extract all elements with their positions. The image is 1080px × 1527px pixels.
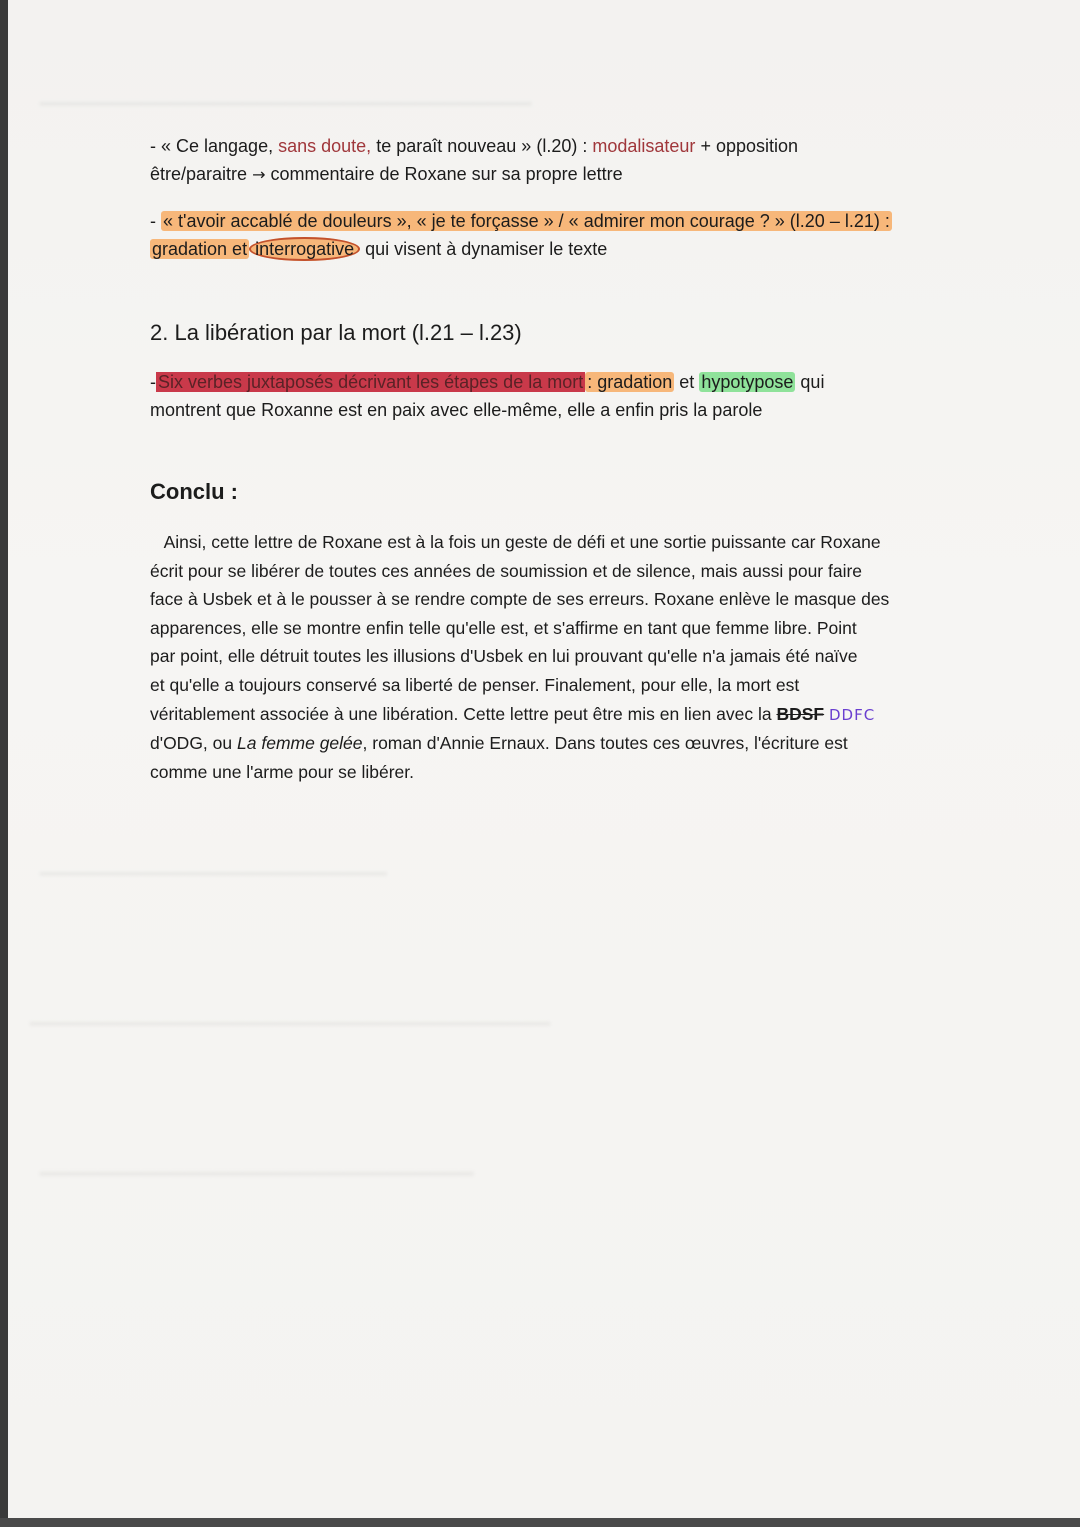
page-left-edge xyxy=(0,0,8,1527)
conclusion-line: d'ODG, ou La femme gelée, roman d'Annie Ernaux. Dans toutes ces œuvres, l'écriture est xyxy=(150,733,848,754)
struck-text: BDSF xyxy=(776,703,825,724)
red-highlight: Six verbes juxtaposés décrivant les étapes de la mort xyxy=(158,372,584,392)
gradation-highlight: gradation et xyxy=(152,239,248,259)
conclusion-title: Conclu : xyxy=(150,479,238,504)
section2-line1: - Six verbes juxtaposés décrivant les étapes de la mort : gradation et hypotypose qui xyxy=(150,372,825,392)
conclusion-paragraph xyxy=(150,528,955,786)
interrogative-circled: interrogative xyxy=(249,237,360,261)
show-through-ghost: ━━━━━━━━━━━━━━━━━━━━━━━━━━━━━━━━━━━━ xyxy=(30,1011,551,1038)
section1-line1: - « Ce langage, sans doute, te paraît nouveau » (l.20) : modalisateur + opposition xyxy=(150,136,799,156)
conclusion-line: face à Usbek et à le pousser à se rendre compte de ses erreurs. Roxane enlève le masque des xyxy=(150,589,890,610)
conclusion-line: comme une l'arme pour se libérer. xyxy=(150,761,415,782)
quote-highlight: « t'avoir accablé de douleurs », « je te forçasse » / « admirer mon courage ? » (l.20 – l.21) : xyxy=(163,211,890,231)
conclusion-line: par point, elle détruit toutes les illusions d'Usbek en lui prouvant qu'elle n'a jamais été naïve xyxy=(150,646,858,667)
show-through-ghost: ━━━━━━━━━━━━━━━━━━━━━━━━ xyxy=(40,861,387,888)
arrow-right-icon: → xyxy=(252,165,266,184)
modalisateur-term: modalisateur xyxy=(592,136,696,156)
show-through-ghost: ━━━━━━━━━━━━━━━━━━━━━━━━━━━━━━━━━━ xyxy=(40,91,532,118)
conclusion-line: et qu'elle a toujours conservé sa liberté de penser. Finalement, pour elle, la mort est xyxy=(150,674,800,695)
section1-line4: gradation et interrogative qui visent à dynamiser le texte xyxy=(152,239,608,259)
conclusion-line: véritablement associée à une libération. Cette lettre peut être mis en lien avec la BDSF DDFC xyxy=(150,703,876,724)
conclusion-line: Ainsi, cette lettre de Roxane est à la fois un geste de défi et une sortie puissante car Roxane xyxy=(150,532,881,552)
show-through-ghost: ━━━━━━━━━━━━━━━━━━━━━━━━━━━━━━ xyxy=(40,1161,474,1188)
section1-block xyxy=(150,132,960,189)
conclusion-line: apparences, elle se montre enfin telle qu'elle est, et s'affirme en tant que femme libre. Point xyxy=(150,617,857,638)
section2-heading: 2. La libération par la mort (l.21 – l.23) xyxy=(150,320,522,345)
handwritten-correction: DDFC xyxy=(828,705,876,724)
hypotypose-highlight: hypotypose xyxy=(701,372,794,392)
book-title: La femme gelée xyxy=(237,733,363,754)
section1-block-quotes xyxy=(150,207,960,263)
conclusion-line: écrit pour se libérer de toutes ces années de soumission et de silence, mais aussi pour faire xyxy=(150,560,863,581)
page-bottom-edge xyxy=(0,1518,1080,1527)
section2-line2: montrent que Roxanne est en paix avec elle-même, elle a enfin pris la parole xyxy=(150,400,763,420)
section1-line3: - « t'avoir accablé de douleurs », « je te forçasse » / « admirer mon courage ? » (l.20 – l.21) : xyxy=(150,211,890,231)
gradation-highlight-2: : gradation xyxy=(587,372,673,392)
modalisateur-phrase: sans doute, xyxy=(278,136,372,156)
section1-line2: être/paraitre → commentaire de Roxane sur sa propre lettre xyxy=(150,164,623,184)
section2-block xyxy=(150,368,960,424)
